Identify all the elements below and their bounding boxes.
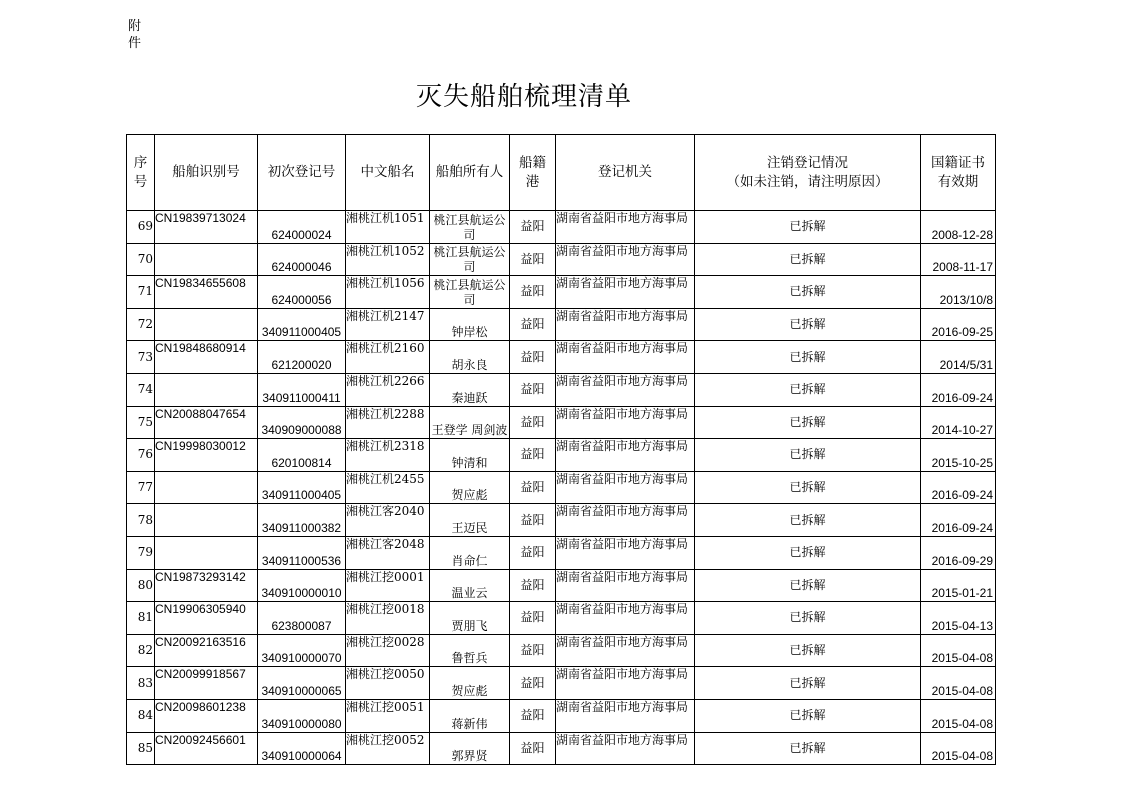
header-cancel-status-note: （如未注销，请注明原因） (726, 173, 889, 190)
cell-cn-name: 湘桃江机2318 (346, 439, 430, 472)
cell-cn-name: 湘桃江挖0018 (346, 602, 430, 635)
table-row (127, 699, 996, 732)
cell-cn-name: 湘桃江客2040 (346, 504, 430, 537)
cell-cancel-status: 已拆解 (695, 308, 921, 341)
cell-owner: 桃江县航运公司 (430, 276, 510, 309)
table-row (127, 243, 996, 276)
table-row (127, 439, 996, 472)
cell-seq: 70 (127, 243, 155, 276)
cell-port: 益阳 (510, 569, 556, 602)
cell-first-reg: 340910000070 (258, 634, 346, 667)
cell-reg-org: 湖南省益阳市地方海事局 (556, 732, 695, 765)
table-row (127, 569, 996, 602)
cell-reg-org: 湖南省益阳市地方海事局 (556, 406, 695, 439)
cell-port: 益阳 (510, 276, 556, 309)
table-header-row (127, 135, 996, 211)
cell-first-reg: 340910000065 (258, 667, 346, 700)
cell-ship-id: CN19834655608 (155, 276, 258, 309)
header-cancel-status-title: 注销登记情况 (767, 154, 848, 171)
cell-reg-org: 湖南省益阳市地方海事局 (556, 504, 695, 537)
cell-first-reg: 340910000080 (258, 699, 346, 732)
attachment-label: 附件 (128, 19, 142, 51)
table-row (127, 504, 996, 537)
cell-reg-org: 湖南省益阳市地方海事局 (556, 667, 695, 700)
cell-port: 益阳 (510, 732, 556, 765)
cell-cn-name: 湘桃江挖0028 (346, 634, 430, 667)
cell-cert-validity: 2015-04-08 (921, 667, 996, 700)
cell-first-reg: 624000056 (258, 276, 346, 309)
cell-seq: 77 (127, 471, 155, 504)
cell-owner: 蒋新伟 (430, 699, 510, 732)
cell-seq: 71 (127, 276, 155, 309)
cell-seq: 73 (127, 341, 155, 374)
cell-cancel-status: 已拆解 (695, 602, 921, 635)
cell-first-reg: 340911000411 (258, 373, 346, 406)
cell-ship-id: CN20099918567 (155, 667, 258, 700)
cell-seq: 85 (127, 732, 155, 765)
cell-cert-validity: 2016-09-24 (921, 471, 996, 504)
cell-seq: 78 (127, 504, 155, 537)
cell-port: 益阳 (510, 634, 556, 667)
cell-owner: 贺应彪 (430, 471, 510, 504)
header-reg-org: 登记机关 (556, 135, 695, 211)
cell-ship-id: CN19906305940 (155, 602, 258, 635)
cell-owner: 温业云 (430, 569, 510, 602)
cell-reg-org: 湖南省益阳市地方海事局 (556, 373, 695, 406)
header-seq: 序号 (127, 135, 155, 211)
cell-first-reg: 624000046 (258, 243, 346, 276)
cell-cert-validity: 2008-12-28 (921, 211, 996, 244)
cell-port: 益阳 (510, 373, 556, 406)
cell-cn-name: 湘桃江挖0052 (346, 732, 430, 765)
cell-reg-org: 湖南省益阳市地方海事局 (556, 341, 695, 374)
table-row (127, 276, 996, 309)
cell-reg-org: 湖南省益阳市地方海事局 (556, 439, 695, 472)
cell-reg-org: 湖南省益阳市地方海事局 (556, 602, 695, 635)
cell-seq: 69 (127, 211, 155, 244)
cell-cn-name: 湘桃江机1051 (346, 211, 430, 244)
cell-cancel-status: 已拆解 (695, 211, 921, 244)
table-row (127, 308, 996, 341)
table-row (127, 211, 996, 244)
cell-cert-validity: 2015-04-13 (921, 602, 996, 635)
table-body (127, 211, 996, 765)
cell-owner: 王迈民 (430, 504, 510, 537)
cell-owner: 王登学 周剑波 (430, 406, 510, 439)
cell-port: 益阳 (510, 341, 556, 374)
cell-cert-validity: 2015-01-21 (921, 569, 996, 602)
cell-ship-id: CN20098601238 (155, 699, 258, 732)
cell-port: 益阳 (510, 504, 556, 537)
cell-cn-name: 湘桃江机2455 (346, 471, 430, 504)
cell-cancel-status: 已拆解 (695, 732, 921, 765)
table-row (127, 536, 996, 569)
cell-cancel-status: 已拆解 (695, 276, 921, 309)
cell-reg-org: 湖南省益阳市地方海事局 (556, 634, 695, 667)
page-title: 灭失船舶梳理清单 (415, 82, 632, 112)
cell-reg-org: 湖南省益阳市地方海事局 (556, 243, 695, 276)
cell-cert-validity: 2016-09-25 (921, 308, 996, 341)
cell-cn-name: 湘桃江机2266 (346, 373, 430, 406)
cell-first-reg: 340911000536 (258, 536, 346, 569)
cell-ship-id (155, 471, 258, 504)
cell-owner: 钟清和 (430, 439, 510, 472)
table-row (127, 602, 996, 635)
cell-cancel-status: 已拆解 (695, 406, 921, 439)
cell-cancel-status: 已拆解 (695, 471, 921, 504)
cell-owner: 贾朋飞 (430, 602, 510, 635)
cell-cert-validity: 2015-10-25 (921, 439, 996, 472)
cell-owner: 肖命仁 (430, 536, 510, 569)
cell-first-reg: 624000024 (258, 211, 346, 244)
cell-cancel-status: 已拆解 (695, 536, 921, 569)
cell-cn-name: 湘桃江挖0051 (346, 699, 430, 732)
cell-reg-org: 湖南省益阳市地方海事局 (556, 211, 695, 244)
header-port: 船籍港 (510, 135, 556, 211)
cell-port: 益阳 (510, 667, 556, 700)
cell-seq: 84 (127, 699, 155, 732)
header-owner: 船舶所有人 (430, 135, 510, 211)
cell-cert-validity: 2014-10-27 (921, 406, 996, 439)
cell-cn-name: 湘桃江机2147 (346, 308, 430, 341)
cell-ship-id (155, 536, 258, 569)
cell-owner: 秦迪跃 (430, 373, 510, 406)
cell-reg-org: 湖南省益阳市地方海事局 (556, 276, 695, 309)
cell-cn-name: 湘桃江挖0050 (346, 667, 430, 700)
cell-port: 益阳 (510, 536, 556, 569)
cell-seq: 80 (127, 569, 155, 602)
cell-owner: 贺应彪 (430, 667, 510, 700)
cell-first-reg: 340911000405 (258, 471, 346, 504)
cell-first-reg: 623800087 (258, 602, 346, 635)
cell-reg-org: 湖南省益阳市地方海事局 (556, 569, 695, 602)
header-ship-id: 船舶识别号 (155, 135, 258, 211)
cell-first-reg: 620100814 (258, 439, 346, 472)
cell-owner: 桃江县航运公司 (430, 211, 510, 244)
ship-list-table (126, 134, 996, 765)
cell-owner: 鲁哲兵 (430, 634, 510, 667)
cell-first-reg: 340909000088 (258, 406, 346, 439)
table-row (127, 634, 996, 667)
table-row (127, 341, 996, 374)
cell-cn-name: 湘桃江机1052 (346, 243, 430, 276)
cell-owner: 郭界贤 (430, 732, 510, 765)
cell-cancel-status: 已拆解 (695, 439, 921, 472)
table-row (127, 732, 996, 765)
cell-reg-org: 湖南省益阳市地方海事局 (556, 536, 695, 569)
cell-ship-id: CN20092456601 (155, 732, 258, 765)
cell-port: 益阳 (510, 243, 556, 276)
cell-ship-id: CN20088047654 (155, 406, 258, 439)
cell-cert-validity: 2014/5/31 (921, 341, 996, 374)
cell-owner: 桃江县航运公司 (430, 243, 510, 276)
cell-cert-validity: 2015-04-08 (921, 732, 996, 765)
cell-owner: 钟岸松 (430, 308, 510, 341)
cell-ship-id (155, 504, 258, 537)
cell-port: 益阳 (510, 406, 556, 439)
cell-ship-id: CN19839713024 (155, 211, 258, 244)
cell-seq: 76 (127, 439, 155, 472)
cell-cancel-status: 已拆解 (695, 243, 921, 276)
cell-port: 益阳 (510, 308, 556, 341)
cell-cn-name: 湘桃江挖0001 (346, 569, 430, 602)
cell-cert-validity: 2015-04-08 (921, 699, 996, 732)
cell-seq: 75 (127, 406, 155, 439)
cell-cn-name: 湘桃江机2288 (346, 406, 430, 439)
cell-ship-id: CN19873293142 (155, 569, 258, 602)
cell-cn-name: 湘桃江客2048 (346, 536, 430, 569)
cell-seq: 79 (127, 536, 155, 569)
cell-cert-validity: 2008-11-17 (921, 243, 996, 276)
cell-cert-validity: 2013/10/8 (921, 276, 996, 309)
cell-first-reg: 340910000064 (258, 732, 346, 765)
cell-seq: 81 (127, 602, 155, 635)
cell-port: 益阳 (510, 211, 556, 244)
cell-ship-id (155, 243, 258, 276)
cell-seq: 74 (127, 373, 155, 406)
cell-cancel-status: 已拆解 (695, 667, 921, 700)
cell-port: 益阳 (510, 699, 556, 732)
header-cn-name: 中文船名 (346, 135, 430, 211)
table-row (127, 471, 996, 504)
header-cancel-status (695, 135, 921, 211)
cell-ship-id (155, 308, 258, 341)
cell-cn-name: 湘桃江机2160 (346, 341, 430, 374)
cell-port: 益阳 (510, 471, 556, 504)
table-row (127, 667, 996, 700)
cell-cert-validity: 2015-04-08 (921, 634, 996, 667)
cell-cert-validity: 2016-09-29 (921, 536, 996, 569)
cell-port: 益阳 (510, 602, 556, 635)
cell-first-reg: 340911000405 (258, 308, 346, 341)
cell-ship-id: CN19848680914 (155, 341, 258, 374)
cell-seq: 83 (127, 667, 155, 700)
table-row (127, 406, 996, 439)
cell-reg-org: 湖南省益阳市地方海事局 (556, 699, 695, 732)
cell-ship-id (155, 373, 258, 406)
cell-cert-validity: 2016-09-24 (921, 504, 996, 537)
cell-cancel-status: 已拆解 (695, 341, 921, 374)
table-row (127, 373, 996, 406)
header-cert-validity: 国籍证书有效期 (921, 135, 996, 211)
cell-reg-org: 湖南省益阳市地方海事局 (556, 471, 695, 504)
cell-cn-name: 湘桃江机1056 (346, 276, 430, 309)
cell-seq: 72 (127, 308, 155, 341)
cell-cancel-status: 已拆解 (695, 373, 921, 406)
cell-cancel-status: 已拆解 (695, 634, 921, 667)
cell-seq: 82 (127, 634, 155, 667)
cell-owner: 胡永良 (430, 341, 510, 374)
cell-first-reg: 340911000382 (258, 504, 346, 537)
cell-first-reg: 621200020 (258, 341, 346, 374)
cell-reg-org: 湖南省益阳市地方海事局 (556, 308, 695, 341)
cell-cert-validity: 2016-09-24 (921, 373, 996, 406)
cell-cancel-status: 已拆解 (695, 569, 921, 602)
cell-first-reg: 340910000010 (258, 569, 346, 602)
cell-port: 益阳 (510, 439, 556, 472)
cell-ship-id: CN19998030012 (155, 439, 258, 472)
cell-cancel-status: 已拆解 (695, 699, 921, 732)
cell-ship-id: CN20092163516 (155, 634, 258, 667)
cell-cancel-status: 已拆解 (695, 504, 921, 537)
header-first-reg: 初次登记号 (258, 135, 346, 211)
